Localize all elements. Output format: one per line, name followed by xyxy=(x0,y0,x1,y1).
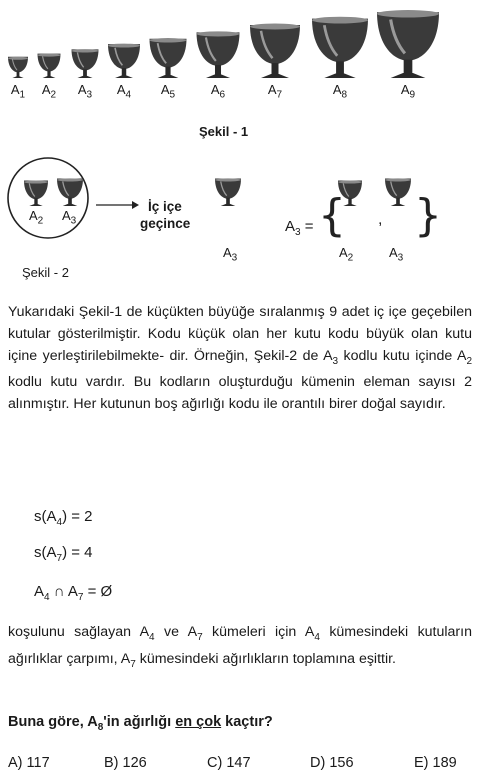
cup-a3-bowl xyxy=(72,49,99,70)
cup-a5-foot xyxy=(158,75,179,78)
cup-label xyxy=(11,82,25,101)
cup-a3-foot xyxy=(77,76,92,78)
cup-label-index: 9 xyxy=(409,89,416,101)
cup-label xyxy=(333,82,347,101)
cup-label-letter: A xyxy=(10,82,20,97)
cup-label-letter: A xyxy=(267,82,277,97)
cup-a7-foot xyxy=(261,74,289,78)
cup-label xyxy=(211,82,225,101)
cup-a1-foot xyxy=(12,76,23,78)
cup-a1-rim xyxy=(8,57,28,60)
option-value: 147 xyxy=(226,755,251,771)
cup-a6-rim xyxy=(197,31,240,36)
cup-a4-stem xyxy=(122,68,126,76)
cup-a4-rim xyxy=(108,44,140,48)
cup-a3-stem xyxy=(83,69,87,76)
cup-a7-bowl xyxy=(250,25,300,64)
option-letter: A) xyxy=(8,755,27,771)
set-cup-a3 xyxy=(385,178,411,206)
cup-a8-rim xyxy=(312,17,368,24)
result-cup-a3-stem xyxy=(226,198,230,205)
equation-2: $s(A_7) = 4$ xyxy=(34,544,93,564)
cup-label-index: 3 xyxy=(86,89,93,101)
option-value: 156 xyxy=(329,755,354,771)
circle-cup-a3-rim xyxy=(57,178,83,181)
circle-cup-a2-stem xyxy=(34,198,37,204)
option-value: 189 xyxy=(432,755,457,771)
cup-a6-bowl xyxy=(197,32,240,66)
option-letter: C) xyxy=(207,755,227,771)
circle-cup-a2-rim xyxy=(24,181,48,184)
cup-label-index: 8 xyxy=(341,89,348,101)
arrow-text-line2: geçince xyxy=(140,216,191,231)
cup-a8-bowl xyxy=(312,19,368,63)
cup-a4-foot xyxy=(115,75,133,78)
circle-cup-a2 xyxy=(24,181,48,206)
cup-a5 xyxy=(150,38,187,78)
cup-a9-stem xyxy=(404,60,413,75)
cup-label-index: 5 xyxy=(169,89,176,101)
set-label-a3: $A_3$ xyxy=(389,245,404,264)
cup-a3-rim xyxy=(72,49,99,52)
circle-cup-a2-foot xyxy=(29,204,42,206)
circle-label-a2: $A_2$ xyxy=(29,208,44,227)
left-brace: { xyxy=(318,190,346,241)
option-value: 126 xyxy=(122,755,147,771)
set-cup-a3-stem xyxy=(396,198,400,205)
cup-label xyxy=(268,82,282,101)
cup-a9-foot xyxy=(391,73,426,78)
equation-3: $A_4$ ∩ $A_7$ = Ø xyxy=(34,583,113,603)
set-label-a2: $A_2$ xyxy=(339,245,354,264)
cup-a7-stem xyxy=(272,63,279,75)
cup-a1 xyxy=(8,57,28,78)
result-cup-a3-foot xyxy=(221,204,236,206)
answer-option-a[interactable] xyxy=(8,755,50,771)
set-cup-a3-foot xyxy=(391,204,406,206)
cup-label-index: 7 xyxy=(276,89,283,101)
answer-option-b[interactable] xyxy=(104,755,147,771)
cup-a5-rim xyxy=(150,38,187,42)
arrow-head xyxy=(132,201,139,209)
cup-label-letter: A xyxy=(210,82,220,97)
cup-a6-foot xyxy=(206,75,230,78)
cup-a8 xyxy=(312,17,368,78)
cup-label-index: 6 xyxy=(219,89,226,101)
circle-label-a3: $A_3$ xyxy=(62,208,77,227)
option-letter: D) xyxy=(310,755,330,771)
cup-a4-bowl xyxy=(108,44,140,69)
cup-a7-rim xyxy=(250,24,300,30)
cup-label xyxy=(161,82,175,101)
cup-a2-rim xyxy=(38,54,61,57)
set-lhs: $A_3$ = xyxy=(285,218,314,238)
cup-a1-stem xyxy=(17,71,20,76)
cup-label-letter: A xyxy=(400,82,410,97)
cup-label-letter: A xyxy=(160,82,170,97)
cup-a9-rim xyxy=(377,10,439,17)
cup-label-letter: A xyxy=(77,82,87,97)
cup-label-letter: A xyxy=(116,82,126,97)
answer-option-d[interactable] xyxy=(310,755,354,771)
set-cup-a2-stem xyxy=(348,198,351,204)
result-cup-a3-rim xyxy=(215,178,241,181)
option-letter: E) xyxy=(414,755,433,771)
answer-option-c[interactable] xyxy=(207,755,251,771)
cup-a6-stem xyxy=(215,65,221,75)
circle-cup-a3-stem xyxy=(68,198,72,205)
problem-paragraph-2: koşulunu sağlayan $A_4$ ve $A_7$ kümeleri için $A_4$ kümesindeki kutuların ağırlıklar çarpımı, $A_7$ kümesindeki ağırlıkların toplamına eşittir. xyxy=(8,624,472,670)
cup-label-index: 4 xyxy=(125,89,132,101)
figure-1-caption: Şekil - 1 xyxy=(199,124,249,139)
cup-a2-foot xyxy=(43,76,56,78)
circle-cup-a3-foot xyxy=(63,204,78,206)
cup-label-letter: A xyxy=(41,82,51,97)
set-cup-a3-rim xyxy=(385,178,411,181)
cup-a8-foot xyxy=(324,74,355,78)
figure-2-caption: Şekil - 2 xyxy=(22,265,69,280)
label-text: A xyxy=(62,208,71,223)
cup-a5-stem xyxy=(165,67,170,76)
equation-1: $s(A_4) = 2$ xyxy=(34,508,93,528)
right-brace: } xyxy=(414,190,442,241)
cup-a2-stem xyxy=(47,71,50,77)
option-letter: B) xyxy=(104,755,123,771)
cup-a3 xyxy=(72,49,99,78)
cup-a8-stem xyxy=(336,61,344,74)
arrow-text-line1: İç içe xyxy=(148,199,182,214)
cup-a9 xyxy=(377,10,439,78)
answer-option-e[interactable] xyxy=(414,755,457,771)
result-cup-a3 xyxy=(215,178,241,206)
cup-a4 xyxy=(108,44,140,78)
cup-label xyxy=(78,82,92,101)
comma: , xyxy=(378,211,383,228)
cup-label-index: 2 xyxy=(50,89,57,101)
cup-label xyxy=(117,82,131,101)
label-text: A xyxy=(29,208,38,223)
cup-a7 xyxy=(250,24,300,79)
cup-a6 xyxy=(197,31,240,78)
problem-paragraph-1: Yukarıdaki Şekil-1 de küçükten büyüğe sıralanmış 9 adet iç içe geçebilen kutular gösterilmiştir. Kodu küçük olan her kutu kodu büyük olan kutu içine yerleştirilebilmekte- dir. Örneğin, Şekil-2 de $A_3$ kodlu kutu içinde $A_2$ kodlu kutu vardır. Bu kodların oluşturduğu kümenin eleman sayısı 2 alınmıştır. Her kutunun boş ağırlığı kodu ile orantılı birer doğal sayıdır. xyxy=(8,304,472,413)
circle-cup-a3 xyxy=(57,178,83,206)
set-cup-a2-rim xyxy=(338,181,362,184)
arrow-text xyxy=(140,198,191,232)
cup-label xyxy=(42,82,56,101)
cup-label xyxy=(401,82,415,101)
cup-a2 xyxy=(38,54,61,78)
question-text: Buna göre, $A_8'in$ ağırlığı en çok kaçtır? xyxy=(8,714,273,733)
cup-a9-bowl xyxy=(377,12,439,60)
cup-label-letter: A xyxy=(332,82,342,97)
cup-label-index: 1 xyxy=(19,89,26,101)
result-label: $A_3$ xyxy=(223,245,238,264)
cup-a5-bowl xyxy=(150,39,187,68)
option-value: 117 xyxy=(26,755,50,771)
